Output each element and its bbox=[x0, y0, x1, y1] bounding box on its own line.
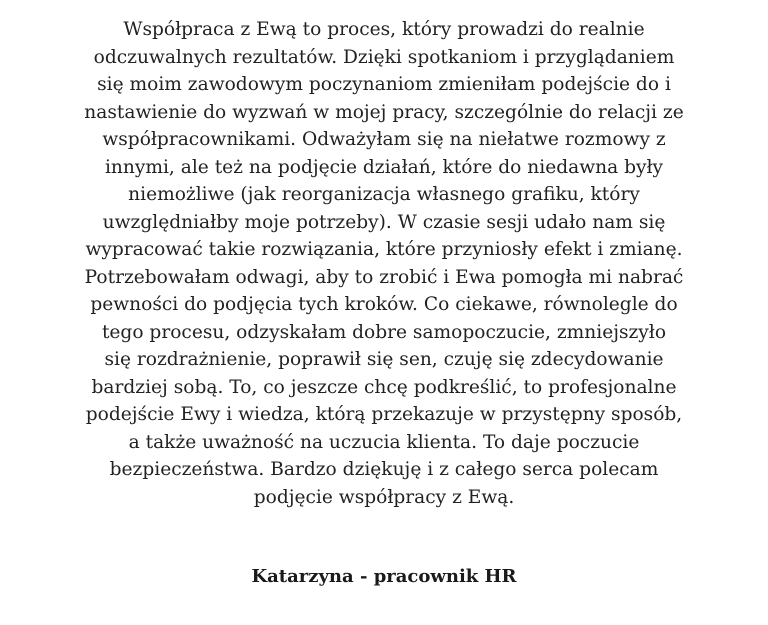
quote-line: uwzględniałby moje potrzeby). W czasie sesji udało nam się bbox=[102, 211, 666, 233]
quote-line: wypracować takie rozwiązania, które przyniosły efekt i zmianę. bbox=[85, 239, 683, 260]
quote-line: Współpraca z Ewą to proces, który prowadzi do realnie bbox=[123, 19, 645, 40]
quote-line: nastawienie do wyzwań w mojej pracy, szczególnie do relacji ze bbox=[84, 101, 684, 123]
quote-line: bardziej sobą. To, co jeszcze chcę podkreślić, to profesjonalne bbox=[91, 376, 677, 398]
testimonial bbox=[70, 16, 698, 511]
quote-line: się moim zawodowym poczynaniom zmieniłam podejście do i bbox=[97, 74, 671, 95]
quote-line: się rozdrażnienie, poprawił się sen, czuję się zdecydowanie bbox=[104, 349, 664, 370]
quote-line: niemożliwe (jak reorganizacja własnego grafiku, który bbox=[128, 184, 640, 205]
quote-line: tego procesu, odzyskałam dobre samopoczucie, zmniejszyło bbox=[101, 321, 667, 343]
quote-line: odczuwalnych rezultatów. Dzięki spotkaniom i przyglądaniem bbox=[93, 46, 675, 68]
quote-line: Potrzebowałam odwagi, aby to zrobić i Ewa pomogła mi nabrać bbox=[84, 266, 684, 288]
quote-line: innymi, ale też na podjęcie działań, które do niedawna były bbox=[104, 156, 664, 178]
testimonial-author: Katarzyna - pracownik HR bbox=[251, 566, 517, 587]
quote-line: współpracownikami. Odważyłam się na niełatwe rozmowy z bbox=[102, 129, 666, 150]
quote-line: podejście Ewy i wiedza, którą przekazuje w przystępny sposób, bbox=[85, 404, 683, 425]
quote-line: bezpieczeństwa. Bardzo dziękuję i z całego serca polecam bbox=[109, 459, 659, 480]
quote-line: podjęcie współpracy z Ewą. bbox=[253, 486, 515, 508]
quote-line: pewności do podjęcia tych kroków. Co ciekawe, równolegle do bbox=[90, 294, 678, 315]
testimonial-quote bbox=[70, 16, 698, 511]
quote-line: a także uważność na uczucia klienta. To daje poczucie bbox=[128, 431, 640, 453]
